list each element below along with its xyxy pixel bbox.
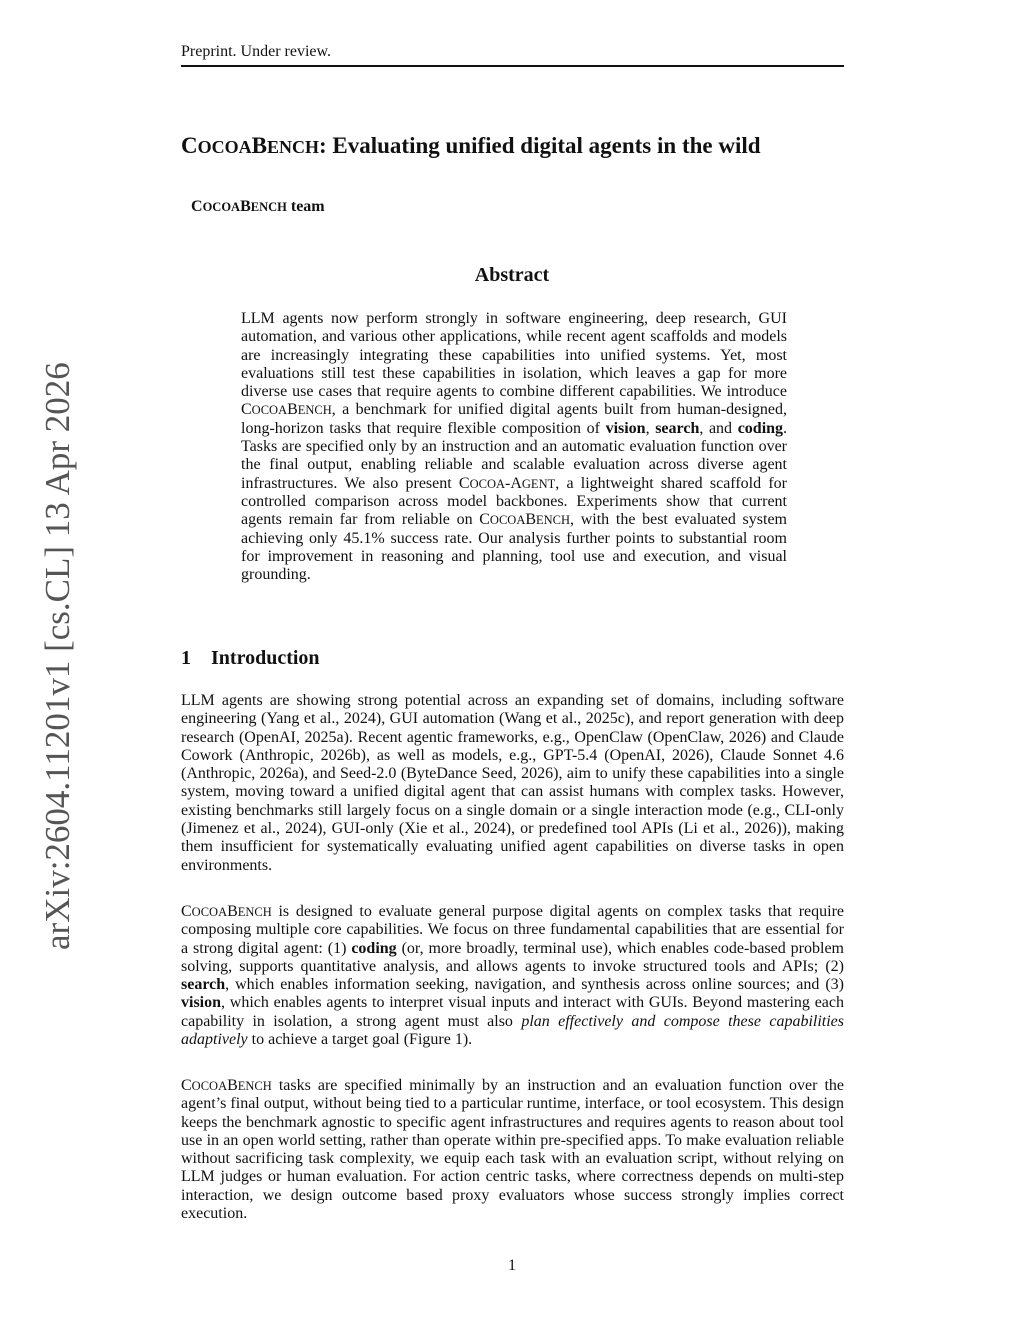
p3-bench-ocoa: OCOA: [191, 1079, 228, 1093]
author-line: [191, 197, 325, 217]
abstract-bench-C: C: [241, 401, 252, 419]
abstract-bold-coding: coding: [737, 419, 784, 437]
arxiv-side-stamp: arXiv:2604.11201v1 [cs.CL] 13 Apr 2026: [38, 362, 77, 950]
p2-italic-phrase: plan effectively and compose these capabilities adaptively: [181, 1012, 845, 1049]
p2-text: (or, more broadly, terminal use), which enables code-based problem solving, supports quantitative analysis, and allows agents to invoke structured tools and APIs; (2): [181, 939, 844, 975]
title-sc-C: C: [181, 133, 198, 158]
abstract-agent-C: C: [458, 474, 470, 492]
p2-bench-ocoa: OCOA: [191, 905, 228, 919]
author-suffix: team: [286, 198, 325, 215]
section-heading-introduction: [181, 645, 320, 671]
abstract-bench2-B: B: [525, 511, 537, 529]
abstract-text: , a lightweight shared scaffold for controlled comparison across model backbones. Experiments show that current agents remain far from reliable on: [241, 474, 788, 529]
abstract-text: , a benchmark for unified digital agents built from human-designed, long-horizon tasks that require flexible composition of: [241, 401, 787, 437]
p2-bold-vision: vision: [181, 994, 222, 1012]
page-number: 1: [508, 1257, 516, 1274]
abstract-bench2-ocoa: OCOA: [489, 513, 526, 528]
abstract-text: . Tasks are specified only by an instruction and an automatic evaluation function over the final output, enabling reliable and scalable evaluation across diverse agent infrastructures. We also present: [241, 419, 788, 492]
section-number: 1: [181, 647, 191, 669]
p2-bench-ench: ENCH: [237, 905, 272, 919]
p2-text: , which enables information seeking, navigation, and synthesis across online sources; and (3): [225, 976, 844, 994]
p3-bench-B: B: [227, 1077, 238, 1094]
title-sc-ocoa: OCOA: [197, 137, 252, 157]
running-header: Preprint. Under review.: [181, 43, 332, 60]
intro-paragraph-3: [181, 1077, 844, 1223]
abstract-text: LLM agents now perform strongly in software engineering, deep research, GUI automation, and various other applications, while recent agent scaffolds and models are increasingly integrating these capabilities into unified systems. Yet, most evaluations still test these capabilities in isolation, which leaves a gap for more diverse use cases that require agents to combine different capabilities. We introduce: [241, 310, 787, 401]
abstract-heading: Abstract: [474, 264, 550, 286]
header-rule: [181, 65, 844, 67]
p3-bench-ench: ENCH: [237, 1079, 272, 1093]
abstract-body: [241, 310, 787, 584]
p3-text: tasks are specified minimally by an instruction and an evaluation function over the agent’s final output, without being tied to a particular runtime, interface, or tool ecosystem. This design keeps the benchmark agnostic to specific agent infrastructures and requires agents to reason about tool use in an open world setting, rather than operate within pre-specified apps. To make evaluation reliable without sacrificing task complexity, we equip each task with an evaluation script, without relying on LLM judges or human evaluation. For action centric tasks, where correctness depends on multi-step interaction, we design outcome based proxy evaluators whose success strongly implies correct execution.: [181, 1077, 844, 1223]
title-rest: : Evaluating unified digital agents in the wild: [318, 133, 761, 158]
abstract-agent-gent: GENT: [521, 476, 556, 491]
p2-bench-C: C: [181, 903, 192, 920]
p2-text: , which enables agents to interpret visual inputs and interact with GUIs. Beyond mastering each capability in isolation, a strong agent must also: [181, 994, 844, 1030]
abstract-bench-ocoa: OCOA: [251, 403, 288, 418]
abstract-agent-dash: -: [505, 474, 511, 492]
p2-bold-search: search: [181, 976, 226, 994]
abstract-bench2-ench: ENCH: [536, 513, 571, 528]
abstract-bench2-C: C: [479, 511, 490, 529]
p2-text: is designed to evaluate general purpose digital agents on complex tasks that require composing multiple core capabilities. We focus on three fundamental capabilities that are essential for a strong digital agent: (1): [181, 903, 844, 957]
abstract-bench-ench: ENCH: [297, 403, 332, 418]
intro-paragraph-1: LLM agents are showing strong potential across an expanding set of domains, including software engineering (Yang et al., 2024), GUI automation (Wang et al., 2025c), and report generation with deep research (OpenAI, 2025a). Recent agentic frameworks, e.g., OpenClaw (OpenClaw, 2026) and Claude Cowork (Anthropic, 2026b), as well as models, e.g., GPT-5.4 (OpenAI, 2026), Claude Sonnet 4.6 (Anthropic, 2026a), and Seed-2.0 (ByteDance Seed, 2026), aim to unify these capabilities into a single system, moving toward a unified digital agent that can assist humans with complex tasks. However, existing benchmarks still largely focus on a single domain or a single interaction mode (e.g., CLI-only (Jimenez et al., 2024), GUI-only (Xie et al., 2024), or predefined tool APIs (Li et al., 2026)), making them insufficient for systematically evaluating unified agent capabilities on diverse tasks in open environments.: [181, 692, 844, 874]
abstract-agent-A: A: [510, 474, 522, 492]
abstract-bold-search: search: [655, 419, 700, 437]
abstract-bench-B: B: [287, 401, 298, 419]
author-sc-C: C: [191, 198, 203, 215]
title-sc-B: B: [251, 133, 267, 158]
abstract-text: , with the best evaluated system achieving only 45.1% success rate. Our analysis further points to substantial room for improvement in reasoning and planning, tool use and execution, and visual grounding.: [241, 511, 787, 584]
abstract-text: ,: [645, 419, 656, 437]
abstract-text: , and: [699, 419, 738, 437]
author-sc-B: B: [240, 198, 251, 215]
author-sc-ocoa: OCOA: [202, 200, 241, 214]
p3-bench-C: C: [181, 1077, 192, 1094]
intro-paragraph-2: [181, 903, 844, 1049]
abstract-agent-ocoa: OCOA: [469, 476, 506, 491]
title-sc-ench: ENCH: [266, 137, 319, 157]
section-title: Introduction: [211, 647, 320, 669]
p2-text: to achieve a target goal (Figure 1).: [247, 1031, 473, 1049]
paper-title: [181, 130, 861, 163]
abstract-bold-vision: vision: [605, 419, 646, 437]
p2-bench-B: B: [227, 903, 238, 920]
author-sc-ench: ENCH: [250, 200, 287, 214]
p2-bold-coding: coding: [351, 939, 397, 957]
